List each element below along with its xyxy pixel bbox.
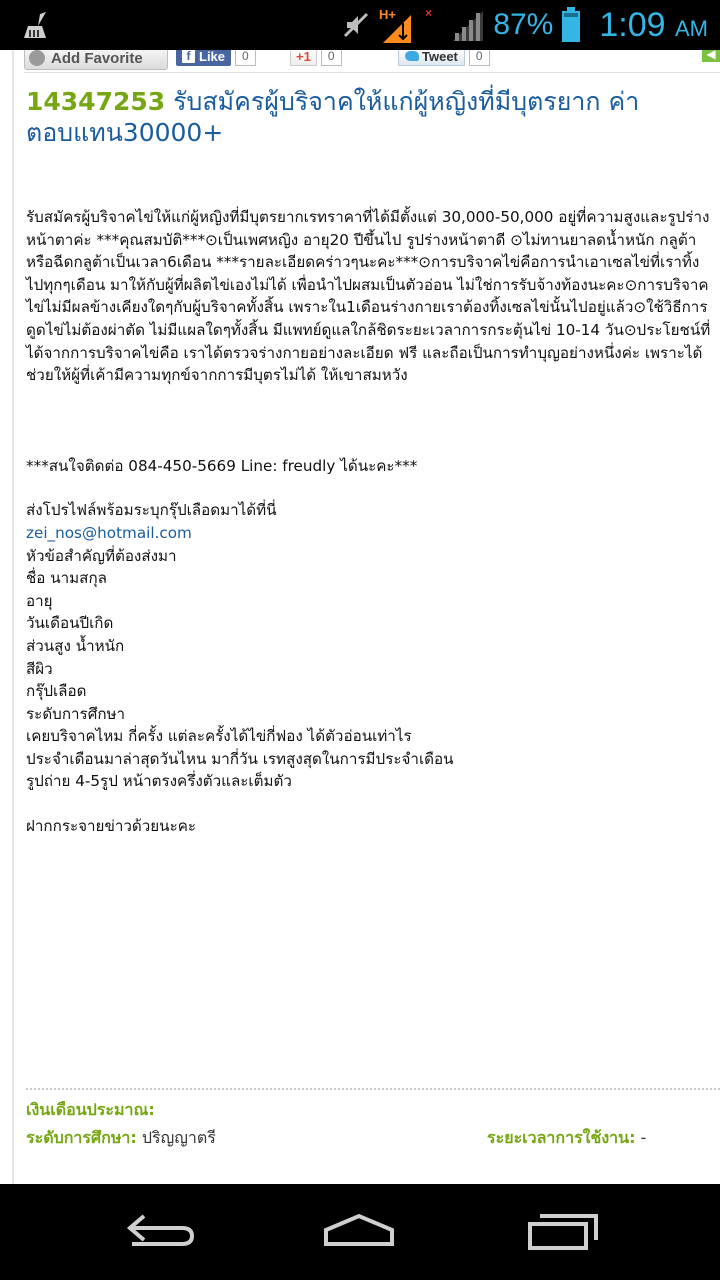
recent-apps-icon[interactable] — [518, 1204, 608, 1254]
gplus-label[interactable]: +1 — [290, 50, 317, 66]
mute-icon — [341, 10, 371, 40]
tweet-count: 0 — [469, 50, 490, 66]
closing-text: ฝากกระจายข่าวด้วยนะคะ — [26, 817, 197, 836]
education-label: ระดับการศึกษา: — [26, 1128, 137, 1147]
duration-field — [487, 1126, 646, 1151]
facebook-like-box[interactable] — [176, 50, 231, 66]
duration-label: ระยะเวลาการใช้งาน: — [487, 1128, 636, 1147]
send-profile-text: ส่งโปรไฟล์พร้อมระบุกรุ๊ปเลือดมาได้ที่นี่ — [26, 501, 277, 520]
list-item: เคยบริจาคไหม กี่ครั้ง แต่ละครั้งได้ไข่กี่ฟอง ได้ตัวอ่อนเท่าไร — [26, 727, 412, 746]
facebook-icon: f — [182, 50, 195, 63]
description-text: รับสมัครผู้บริจาคไข่ให้แก่ผู้หญิงที่มีบุตรยากเรทราคาที่ได้มีตั้งแต่ 30,000-50,000 อยู่ที่ความสูงและรูปร่างหน้าตาค่ะ ***คุณสมบัติ***⊙เป็นเพศหญิง อายุ20 ปีขึ้นไป รูปร่างหน้าตาดี ⊙ไม่ทานยาลดน้ำหนัก กลูต้า หรือฉีดกลูต้าเป็นเวลา6เดือน ***รายละเอียดคร่าวๆนะคะ***⊙การบริจาคไข่คือการนำเอาเซลไข่ที่เราทิ้งไปทุกๆเดือน มาให้กับผู้ที่ผลิตไข่เองไม่ได้ เพื่อนำไปผสมเป็นตัวอ่อน ไม่ใช่การรับจ้างท้องนะคะ⊙การบริจาคไข่ไม่มีผลข้างเคียงใดๆกับผู้บริจาคทั้งสิ้น เพราะใน1เดือนร่างกายเราต้องทิ้งเซลไข่นั้นไปอยู่แล้ว⊙ใช้วิธีการดูดไข่ไม่ต้องผ่าตัด ไม่มีแผลใดๆทั้งสิ้น มีแพทย์ดูแลใกล้ชิดระยะเวลาการกระตุ้นไข่ 10-14 วัน⊙ประโยชน์ที่ได้จากการบริจาคไข่คือ เราได้ตรวจร่างกายอย่างละเอียด ฟรี และถือเป็นการทำบุญอย่างหนึ่งค่ะ เพราะได้ช่วยให้ผู้ที่เค้ามีความทุกข์จากการมีบุตรไม่ได้ ให้เขาสมหวัง — [26, 208, 711, 385]
share-bar — [24, 50, 720, 73]
navigation-bar — [0, 1184, 720, 1280]
tweet-button[interactable] — [398, 50, 490, 66]
duration-value: - — [640, 1128, 647, 1147]
list-item: ระดับการศึกษา — [26, 704, 126, 723]
contact-text: ***สนใจติดต่อ 084-450-5669 Line: freudly ได้นะคะ*** — [26, 456, 418, 475]
svg-text:×: × — [425, 6, 433, 20]
list-item: ประจำเดือนมาล่าสุดวันไหน มากี่วัน เรทสูงสุดในการมีประจำเดือน — [26, 749, 454, 768]
like-label: Like — [199, 50, 226, 64]
list-item: สีผิว — [26, 659, 53, 678]
list-item: ส่วนสูง น้ำหนัก — [26, 636, 125, 655]
like-count: 0 — [235, 50, 256, 66]
no-signal-icon — [423, 5, 443, 45]
tweet-label: Tweet — [422, 50, 458, 64]
clock-ampm: AM — [675, 15, 708, 41]
divider — [26, 1088, 720, 1090]
svg-text:H+: H+ — [379, 7, 397, 22]
battery-icon — [561, 7, 581, 43]
broom-icon — [22, 10, 52, 40]
list-item: วันเดือนปีเกิด — [26, 614, 114, 633]
email-link[interactable]: zei_nos@hotmail.com — [26, 523, 192, 542]
home-icon[interactable] — [314, 1204, 404, 1254]
list-item: อายุ — [26, 591, 53, 610]
network-icon — [379, 5, 415, 45]
salary-label: เงินเดือนประมาณ: — [26, 1100, 155, 1119]
education-field — [26, 1126, 216, 1151]
back-icon[interactable] — [116, 1204, 206, 1254]
twitter-bird-icon — [405, 51, 419, 61]
facebook-like-button[interactable] — [176, 50, 256, 66]
favorite-icon — [29, 50, 45, 66]
gplus-count: 0 — [321, 50, 342, 66]
clock — [599, 6, 708, 45]
status-bar — [0, 0, 720, 50]
page-content — [0, 50, 720, 1184]
job-title-text: รับสมัครผู้บริจาคให้แก่ผู้หญิงที่มีบุตรยาก ค่าตอบแทน30000+ — [26, 87, 640, 147]
battery-percent: 87% — [493, 8, 554, 41]
tweet-box[interactable] — [398, 50, 465, 66]
clock-time: 1:09 — [599, 5, 666, 44]
list-item: รูปถ่าย 4-5รูป หน้าตรงครึ่งตัวและเต็มตัว — [26, 772, 292, 791]
salary-field — [26, 1098, 155, 1123]
job-id: 14347253 — [26, 87, 166, 116]
education-value: ปริญญาตรี — [141, 1128, 216, 1147]
list-item: กรุ๊ปเลือด — [26, 682, 87, 701]
job-title — [26, 86, 686, 148]
add-favorite-label: Add Favorite — [51, 50, 143, 67]
required-list — [26, 545, 716, 794]
add-favorite-button[interactable] — [24, 50, 168, 70]
google-plus-button[interactable] — [290, 50, 342, 66]
left-border — [12, 50, 14, 1184]
signal-icon — [451, 7, 485, 43]
list-item: หัวข้อสำคัญที่ต้องส่งมา — [26, 546, 177, 565]
collapse-arrow-icon[interactable]: ◀ — [702, 50, 720, 62]
list-item: ชื่อ นามสกุล — [26, 569, 107, 588]
job-description — [26, 206, 716, 838]
